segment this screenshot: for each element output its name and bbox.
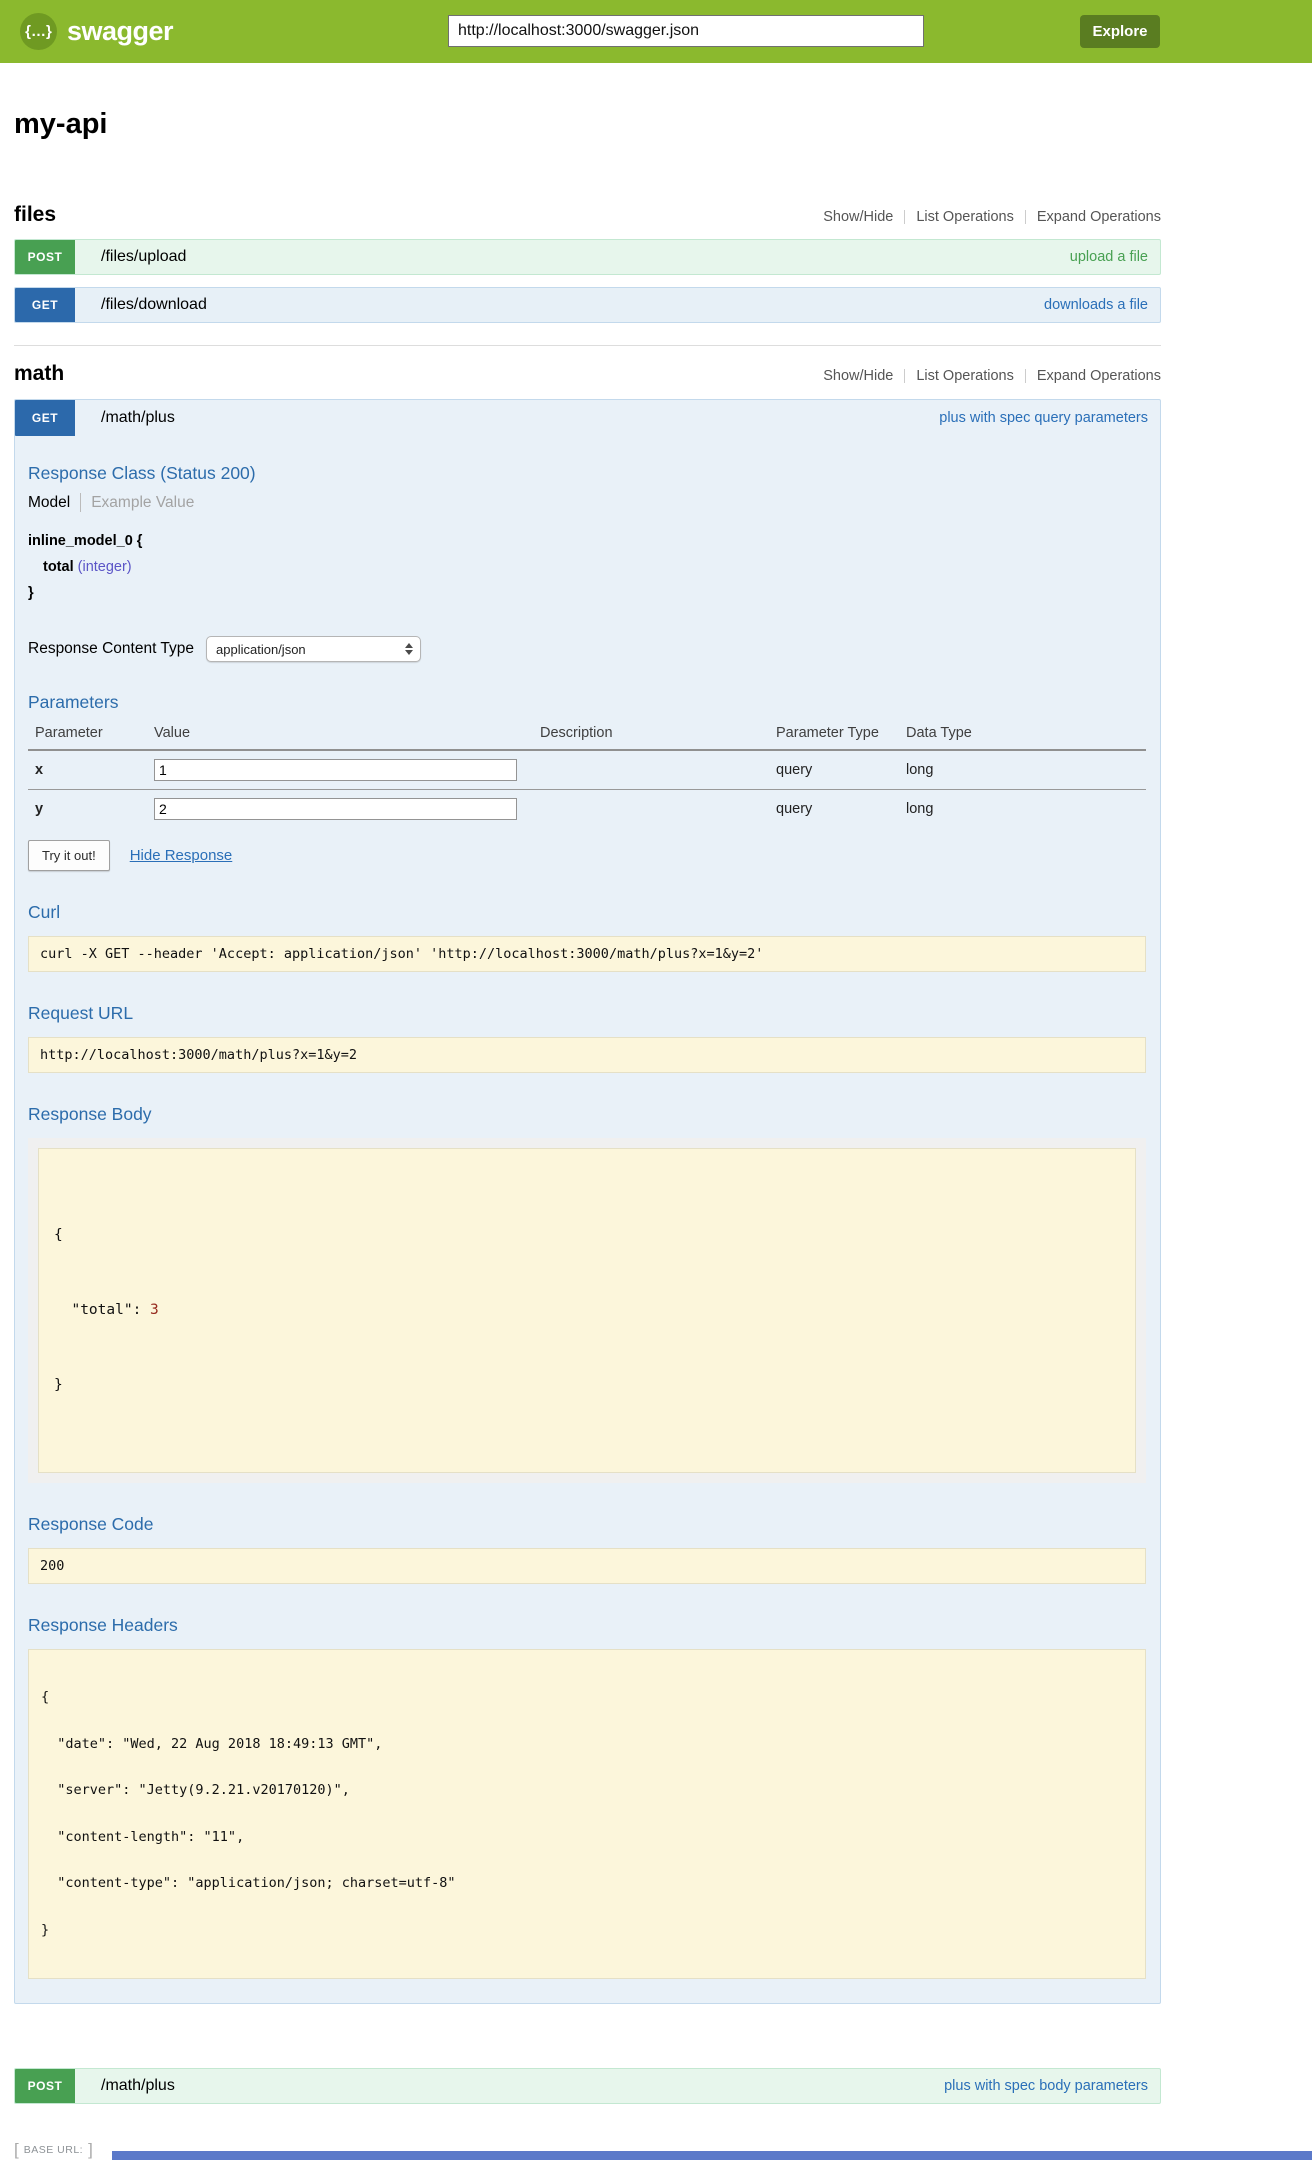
control-divider (904, 210, 905, 224)
response-code-heading: Response Code (28, 1514, 154, 1534)
page-title: my-api (14, 108, 108, 140)
list-operations-link[interactable]: List Operations (916, 209, 1014, 225)
parameters-header-row (28, 719, 1146, 750)
response-body-wrap (28, 1138, 1146, 1483)
headers-line: } (41, 1921, 50, 1938)
operation-path[interactable]: /math/plus (101, 409, 175, 426)
json-total-line: "total": 3 (54, 1302, 159, 1318)
param-name: x (28, 750, 154, 790)
json-open-brace: { (54, 1227, 63, 1243)
brand-name: swagger (67, 16, 174, 46)
select-arrows-icon (405, 643, 413, 655)
try-it-out-button[interactable]: Try it out! (28, 840, 110, 871)
bracket-close: ] (88, 2140, 93, 2159)
curl-command-box: curl -X GET --header 'Accept: application/json' 'http://localhost:3000/math/plus?x=1&y=2' (28, 936, 1146, 972)
headers-line: "content-type": "application/json; charset=utf-8" (41, 1875, 456, 1891)
operation-path[interactable]: /files/download (101, 296, 207, 313)
param-description (540, 750, 776, 790)
expand-operations-link[interactable]: Expand Operations (1036, 209, 1161, 225)
response-headers-box (28, 1649, 1146, 1979)
operation-post-files-upload[interactable] (14, 239, 1161, 275)
operation-summary[interactable]: plus with spec body parameters (944, 2078, 1148, 2094)
selected-content-type: application/json (216, 641, 306, 657)
col-parameter-type: Parameter Type (776, 719, 906, 750)
bottom-partial-bar (112, 2151, 1312, 2160)
swagger-logo[interactable] (20, 13, 173, 50)
method-badge-get: GET (15, 288, 75, 322)
param-value-input-x[interactable] (154, 759, 517, 781)
control-divider (904, 369, 905, 383)
json-number-value: 3 (150, 1302, 159, 1318)
json-close-brace: } (54, 1377, 63, 1393)
model-property-name: total (43, 559, 74, 575)
param-data-type: long (906, 801, 934, 817)
top-bar (0, 0, 1312, 63)
response-headers-heading: Response Headers (28, 1615, 178, 1635)
logo-glyph: {…} (25, 23, 52, 40)
col-value: Value (154, 719, 540, 750)
section-controls-math (823, 368, 1161, 384)
explore-button[interactable]: Explore (1080, 15, 1160, 48)
param-row-y (28, 790, 1146, 829)
param-description (540, 790, 776, 829)
method-badge-post: POST (15, 240, 75, 274)
model-definition (28, 528, 1146, 606)
response-class-heading: Response Class (Status 200) (28, 463, 256, 483)
control-divider (1025, 210, 1026, 224)
response-content-type-label: Response Content Type (28, 640, 195, 657)
operation-detail-body (15, 436, 1160, 2003)
expand-operations-link[interactable]: Expand Operations (1036, 368, 1161, 384)
bracket-open: [ (14, 2140, 19, 2159)
param-row-x (28, 750, 1146, 790)
operation-summary[interactable]: plus with spec query parameters (939, 410, 1148, 426)
show-hide-link[interactable]: Show/Hide (823, 368, 894, 384)
headers-line: { (41, 1689, 50, 1705)
tab-divider (80, 493, 81, 512)
col-description: Description (540, 719, 776, 750)
headers-line: "server": "Jetty(9.2.21.v20170120)", (41, 1782, 350, 1798)
section-head-files (14, 203, 1161, 227)
col-parameter: Parameter (28, 719, 154, 750)
control-divider (1025, 369, 1026, 383)
param-value-input-y[interactable] (154, 798, 517, 820)
show-hide-link[interactable]: Show/Hide (823, 209, 894, 225)
operation-post-math-plus[interactable] (14, 2068, 1161, 2104)
response-body-box (38, 1148, 1136, 1473)
section-head-math (14, 362, 1161, 386)
model-close: } (28, 585, 34, 601)
swagger-logo-icon (20, 13, 57, 50)
param-name: y (35, 801, 44, 817)
model-tabs (28, 493, 1146, 512)
operation-get-math-plus-panel (14, 399, 1161, 2004)
base-url-label: BASE URL: (23, 2144, 84, 2156)
hide-response-link[interactable]: Hide Response (129, 847, 233, 864)
operation-get-files-download[interactable] (14, 287, 1161, 323)
response-body-heading: Response Body (28, 1104, 152, 1124)
method-badge-post: POST (15, 2069, 75, 2103)
section-divider (14, 345, 1161, 346)
response-content-type-select[interactable] (206, 636, 421, 662)
headers-line: "date": "Wed, 22 Aug 2018 18:49:13 GMT", (41, 1735, 383, 1752)
request-url-heading: Request URL (28, 1003, 134, 1023)
api-url-input[interactable] (448, 15, 924, 47)
tab-example-value[interactable]: Example Value (91, 493, 195, 511)
operation-path[interactable]: /files/upload (101, 248, 187, 265)
model-property (43, 554, 1146, 580)
model-open: inline_model_0 { (28, 533, 143, 549)
section-title-files[interactable]: files (14, 203, 57, 226)
section-title-math[interactable]: math (14, 362, 65, 385)
operation-path[interactable]: /math/plus (101, 2077, 175, 2094)
content-wrapper (14, 108, 1161, 2104)
response-code-box: 200 (28, 1548, 1146, 1584)
parameters-heading: Parameters (28, 692, 119, 712)
operation-get-math-plus-header[interactable] (15, 400, 1160, 436)
param-type: query (776, 750, 906, 790)
operation-summary[interactable]: downloads a file (1044, 297, 1148, 313)
col-data-type: Data Type (906, 719, 1146, 750)
param-data-type: long (906, 750, 1146, 790)
parameters-table (28, 719, 1146, 828)
tab-model[interactable]: Model (28, 493, 71, 511)
operation-summary[interactable]: upload a file (1069, 249, 1148, 265)
response-content-type-row (28, 636, 1146, 662)
request-url-box: http://localhost:3000/math/plus?x=1&y=2 (28, 1037, 1146, 1073)
try-row (28, 840, 1146, 871)
param-type: query (776, 801, 813, 817)
curl-heading: Curl (28, 902, 61, 922)
list-operations-link[interactable]: List Operations (916, 368, 1014, 384)
model-property-type: (integer) (77, 559, 132, 575)
headers-line: "content-length": "11", (41, 1828, 245, 1845)
method-badge-get: GET (15, 400, 75, 436)
section-controls-files (823, 209, 1161, 225)
